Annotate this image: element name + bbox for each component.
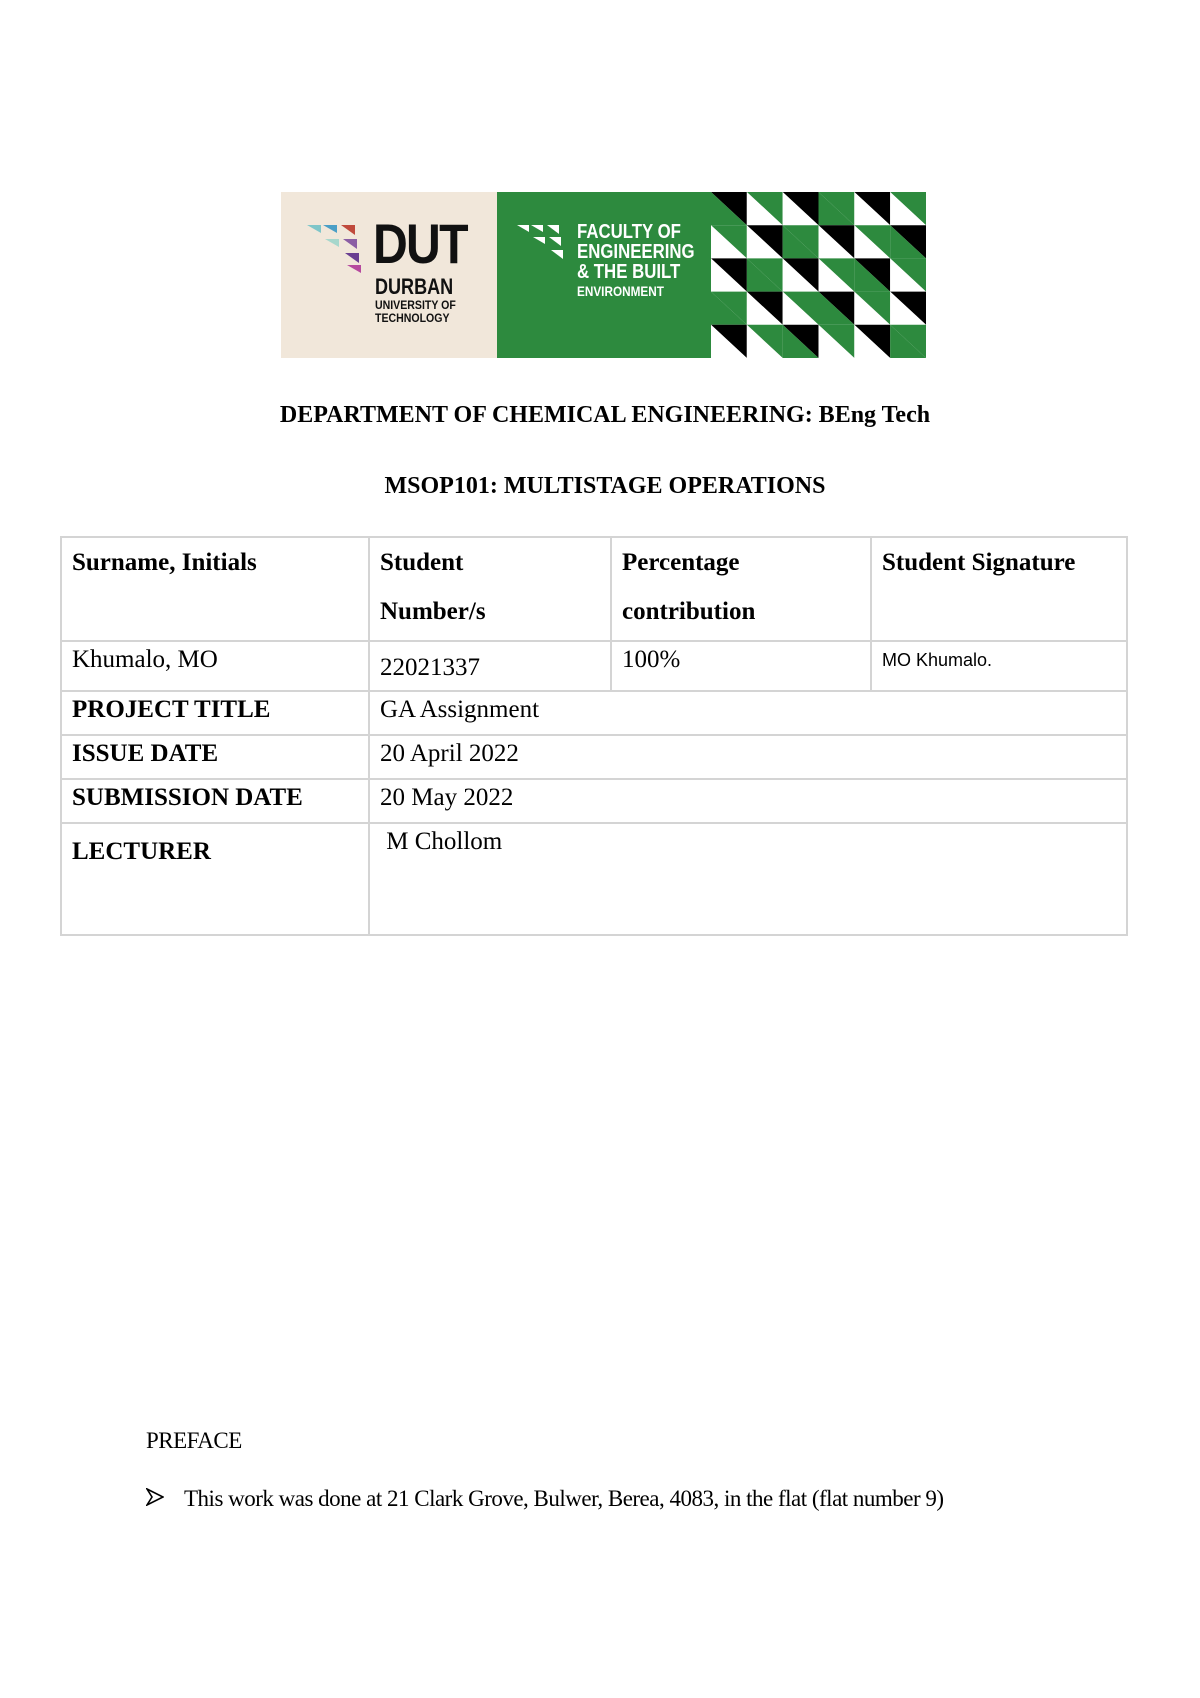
signature-cell: MO Khumalo.	[871, 641, 1127, 691]
header-surname	[61, 537, 369, 641]
dut-tagline: UNIVERSITY OF TECHNOLOGY	[375, 298, 456, 325]
faculty-line: ENGINEERING	[577, 241, 695, 263]
faculty-line: FACULTY OF	[577, 221, 681, 243]
table-row	[61, 735, 1127, 779]
preface-bullet-item	[146, 1486, 944, 1512]
dut-name: DURBAN	[375, 274, 454, 299]
faculty-line: ENVIRONMENT	[577, 283, 664, 299]
header-student-number-line2: Number/s	[380, 598, 486, 625]
issue-date-label: ISSUE DATE	[61, 735, 369, 779]
table-row	[61, 779, 1127, 823]
submission-date-value: 20 May 2022	[369, 779, 1127, 823]
dut-abbrev: DUT	[373, 212, 467, 275]
header-student-number-line1: Student	[380, 549, 464, 576]
header-signature-label: Student Signature	[882, 549, 1076, 576]
project-title-value: GA Assignment	[369, 691, 1127, 735]
header-signature	[871, 537, 1127, 641]
preface-bullet-text: This work was done at 21 Clark Grove, Bulwer, Berea, 4083, in the flat (flat number 9)	[184, 1486, 944, 1511]
triangle-pattern-icon	[711, 192, 926, 358]
preface-title: PREFACE	[146, 1428, 242, 1453]
dut-logo-panel	[281, 192, 497, 358]
table-row	[61, 641, 1127, 691]
faculty-panel	[497, 192, 711, 358]
faculty-name	[577, 222, 695, 300]
lecturer-value: M Chollom	[369, 823, 1127, 935]
arrowhead-bullet-icon	[146, 1486, 166, 1512]
module-heading: MSOP101: MULTISTAGE OPERATIONS	[384, 473, 826, 499]
dut-flag-icon	[307, 225, 369, 273]
surname-cell: Khumalo, MO	[61, 641, 369, 691]
percentage-cell: 100%	[611, 641, 871, 691]
table-row	[61, 691, 1127, 735]
header-student-number	[369, 537, 611, 641]
faculty-flag-icon	[517, 225, 569, 265]
cover-details-table	[60, 536, 1128, 936]
department-heading: DEPARTMENT OF CHEMICAL ENGINEERING: BEng Tech	[279, 402, 931, 428]
lecturer-label: LECTURER	[61, 823, 369, 935]
issue-date-value: 20 April 2022	[369, 735, 1127, 779]
submission-date-label: SUBMISSION DATE	[61, 779, 369, 823]
project-title-label: PROJECT TITLE	[61, 691, 369, 735]
table-row	[61, 823, 1127, 935]
header-percentage-line2: contribution	[622, 598, 756, 625]
header-surname-label: Surname, Initials	[72, 549, 257, 576]
student-number-cell: 22021337	[369, 641, 611, 691]
header-percentage-line1: Percentage	[622, 549, 740, 576]
triangle-pattern-panel	[711, 192, 926, 358]
table-header-row	[61, 537, 1127, 641]
faculty-line: & THE BUILT	[577, 261, 681, 283]
faculty-banner	[281, 192, 926, 358]
header-percentage	[611, 537, 871, 641]
